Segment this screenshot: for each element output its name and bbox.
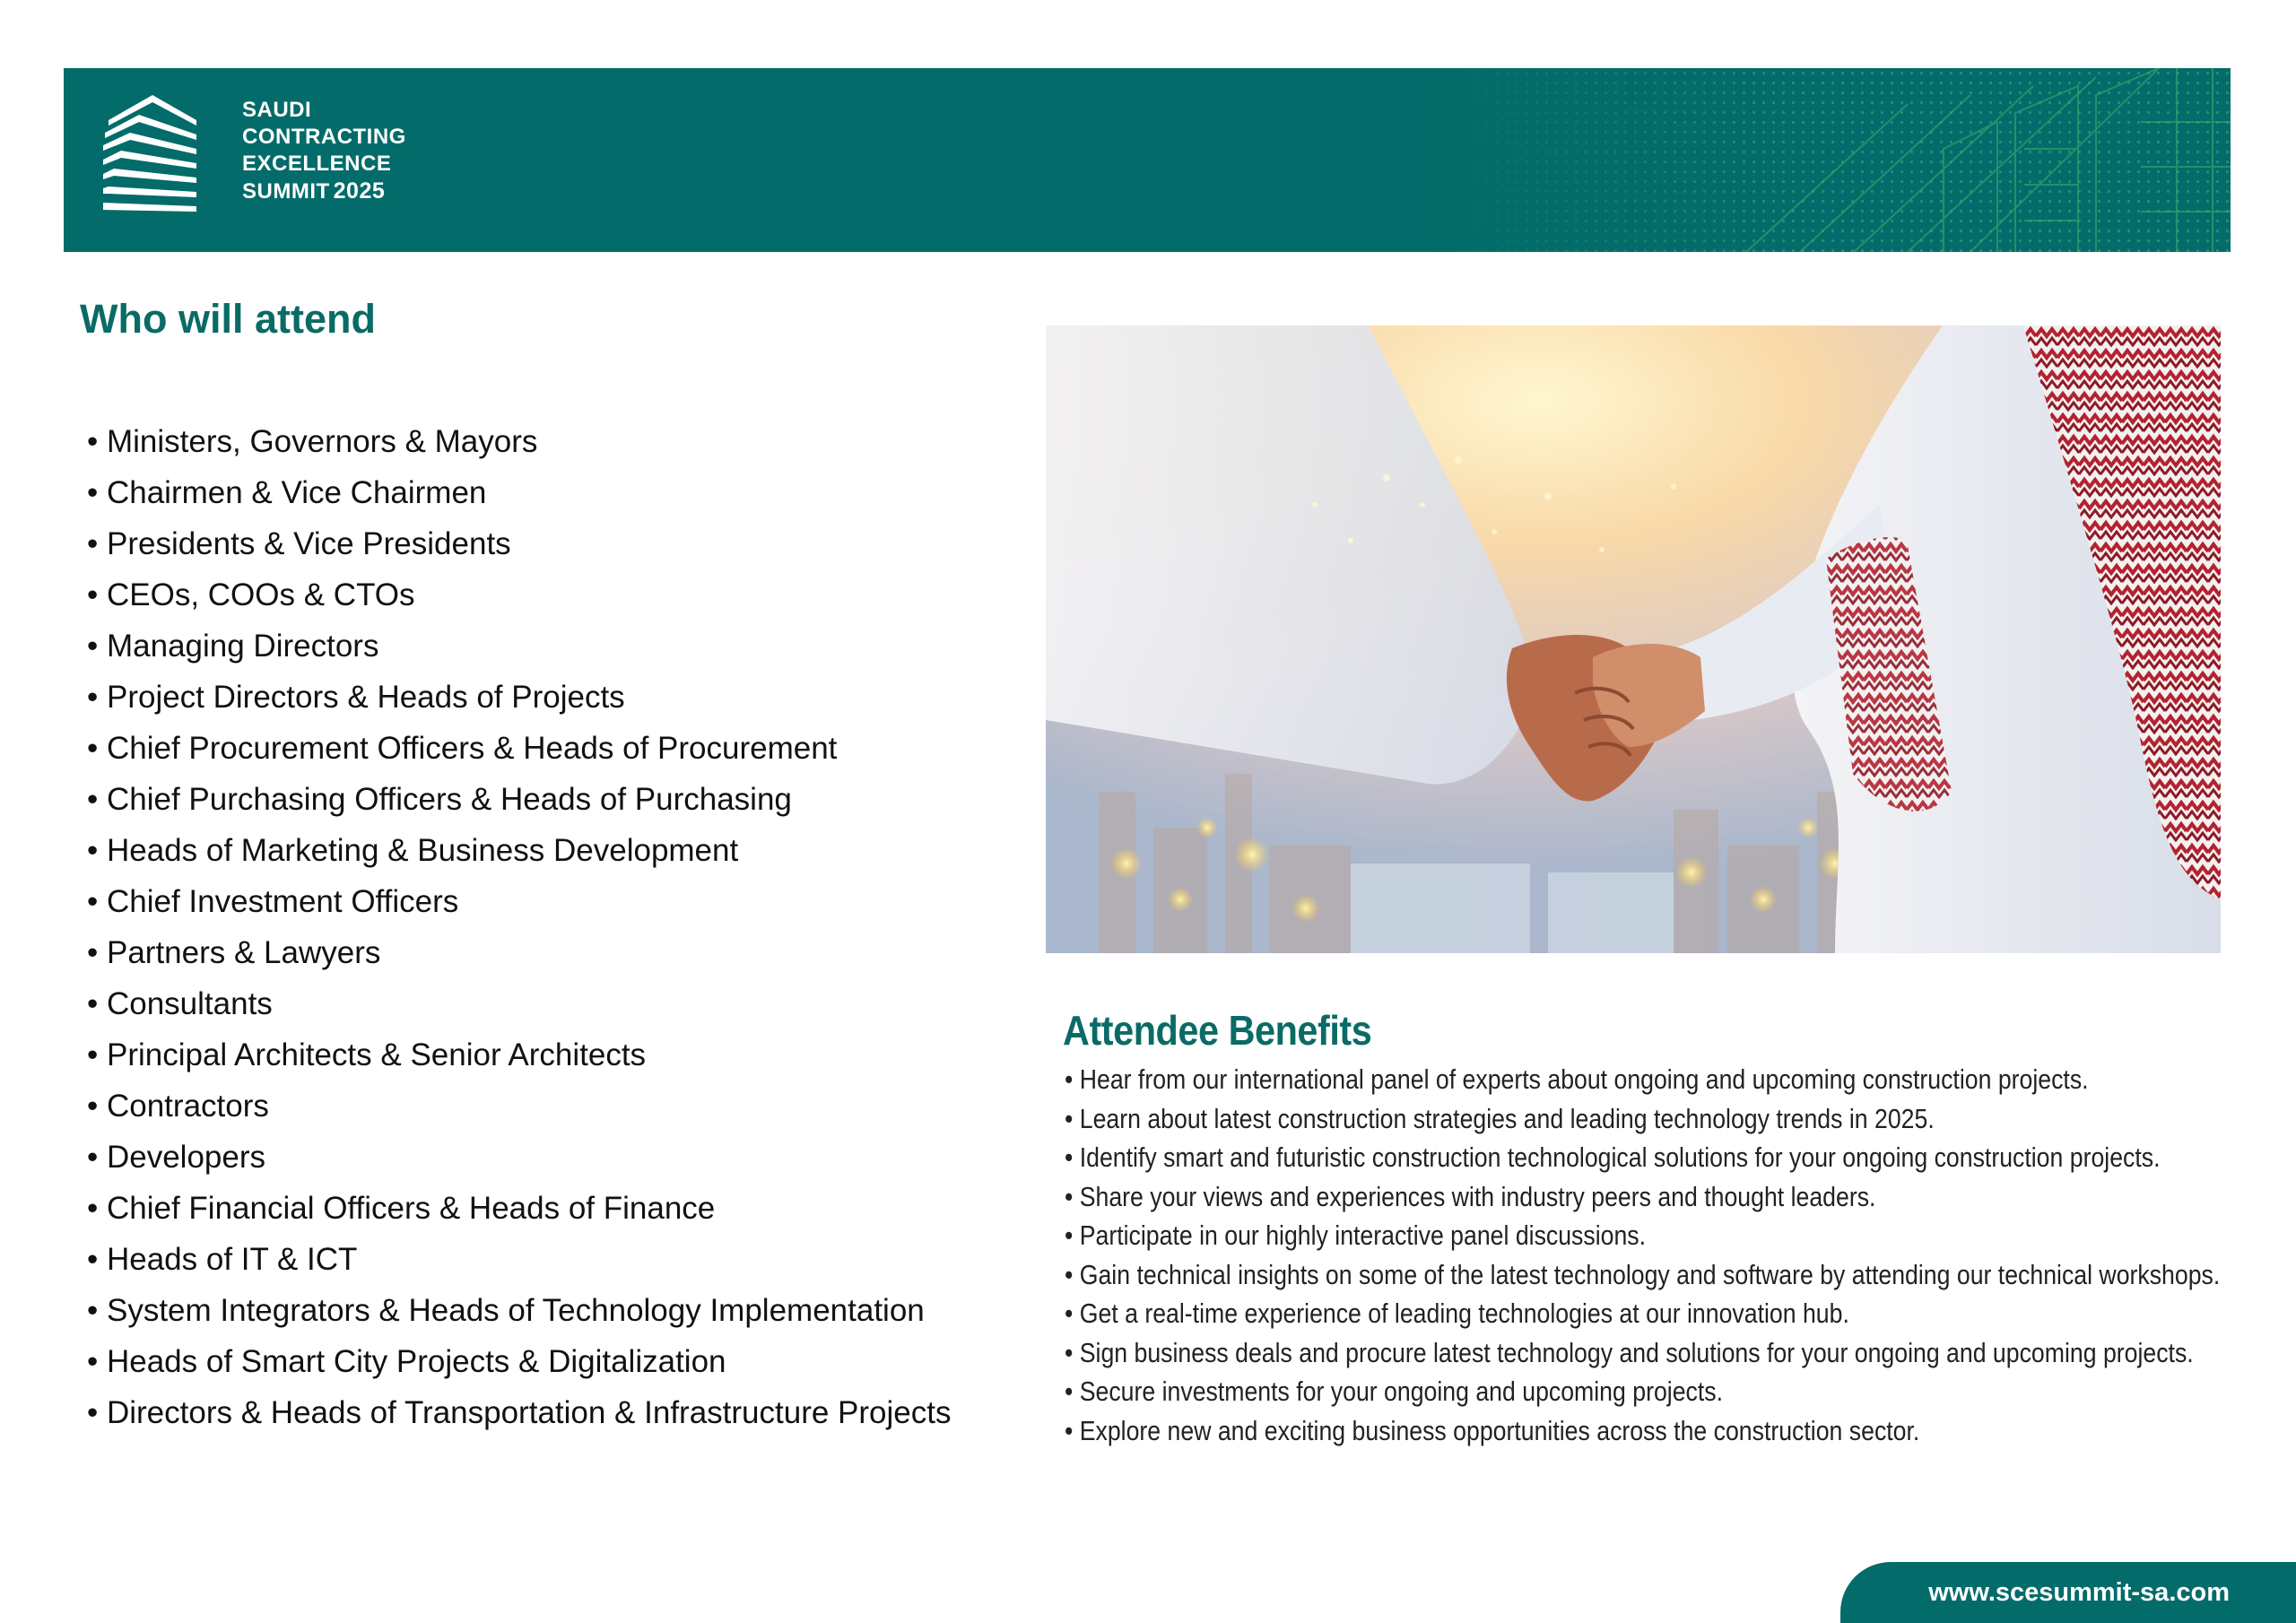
attendee-list-item: • Partners & Lawyers bbox=[87, 935, 381, 970]
attendee-list-item: • Developers bbox=[87, 1140, 266, 1175]
benefit-list-item: • Participate in our highly interactive panel discussions. bbox=[1065, 1219, 1647, 1251]
logo-line-3: EXCELLENCE bbox=[242, 152, 392, 176]
logo-year: 2025 bbox=[333, 178, 386, 204]
handshake-photo bbox=[1046, 325, 2221, 953]
logo-line-4 bbox=[242, 178, 406, 205]
attendee-list-item: • Chief Purchasing Officers & Heads of Purchasing bbox=[87, 782, 792, 817]
building-stripes-icon bbox=[103, 95, 202, 221]
logo-summit-word: SUMMIT bbox=[242, 179, 330, 204]
summit-logo bbox=[103, 95, 462, 230]
benefits-list bbox=[1065, 1060, 2296, 1450]
attendee-benefits-heading: Attendee Benefits bbox=[1063, 1007, 1372, 1054]
attendee-list-item: • Chief Investment Officers bbox=[87, 884, 459, 919]
attendee-list-item: • Heads of Marketing & Business Development bbox=[87, 833, 739, 868]
benefit-list-item: • Secure investments for your ongoing and upcoming projects. bbox=[1065, 1376, 1723, 1407]
benefit-list-item: • Explore new and exciting business opportunities across the construction sector. bbox=[1065, 1414, 1920, 1446]
attendee-list-item: • Directors & Heads of Transportation & Infrastructure Projects bbox=[87, 1395, 952, 1430]
attendee-list bbox=[87, 416, 951, 1438]
benefit-list-item: • Hear from our international panel of experts about ongoing and upcoming construction projects. bbox=[1065, 1063, 2089, 1095]
attendee-list-item: • Chairmen & Vice Chairmen bbox=[87, 475, 487, 510]
attendee-list-item: • Chief Procurement Officers & Heads of Procurement bbox=[87, 731, 838, 766]
attendee-list-item: • Consultants bbox=[87, 986, 273, 1021]
header-banner bbox=[64, 68, 2231, 252]
benefit-list-item: • Share your views and experiences with industry peers and thought leaders. bbox=[1065, 1180, 1876, 1212]
logo-wordmark bbox=[242, 97, 406, 205]
attendee-list-item: • System Integrators & Heads of Technology Implementation bbox=[87, 1293, 925, 1328]
attendee-list-item: • Heads of Smart City Projects & Digitalization bbox=[87, 1344, 726, 1379]
benefit-list-item: • Gain technical insights on some of the latest technology and software by attending our technical workshops. bbox=[1065, 1258, 2221, 1290]
attendee-list-item: • Heads of IT & ICT bbox=[87, 1242, 358, 1277]
benefit-list-item: • Get a real-time experience of leading technologies at our innovation hub. bbox=[1065, 1298, 1849, 1329]
attendee-list-item: • Presidents & Vice Presidents bbox=[87, 526, 511, 561]
attendee-list-item: • Principal Architects & Senior Architects bbox=[87, 1037, 647, 1072]
website-url-link[interactable]: www.scesummit-sa.com bbox=[1840, 1562, 2296, 1623]
attendee-list-item: • Project Directors & Heads of Projects bbox=[87, 680, 625, 715]
benefit-list-item: • Sign business deals and procure latest technology and solutions for your ongoing and upcoming projects. bbox=[1065, 1336, 2194, 1368]
logo-line-1: SAUDI bbox=[242, 98, 312, 122]
benefit-list-item: • Identify smart and futuristic construction technological solutions for your ongoing construction projects. bbox=[1065, 1141, 2161, 1173]
logo-line-2: CONTRACTING bbox=[242, 125, 406, 149]
who-will-attend-heading: Who will attend bbox=[80, 296, 376, 342]
attendee-list-item: • CEOs, COOs & CTOs bbox=[87, 577, 415, 612]
banner-building-lines bbox=[1674, 68, 2231, 252]
attendee-list-item: • Ministers, Governors & Mayors bbox=[87, 424, 538, 459]
attendee-list-item: • Managing Directors bbox=[87, 629, 379, 664]
benefit-list-item: • Learn about latest construction strategies and leading technology trends in 2025. bbox=[1065, 1102, 1935, 1134]
attendee-list-item: • Chief Financial Officers & Heads of Finance bbox=[87, 1191, 716, 1226]
attendee-list-item: • Contractors bbox=[87, 1089, 269, 1124]
